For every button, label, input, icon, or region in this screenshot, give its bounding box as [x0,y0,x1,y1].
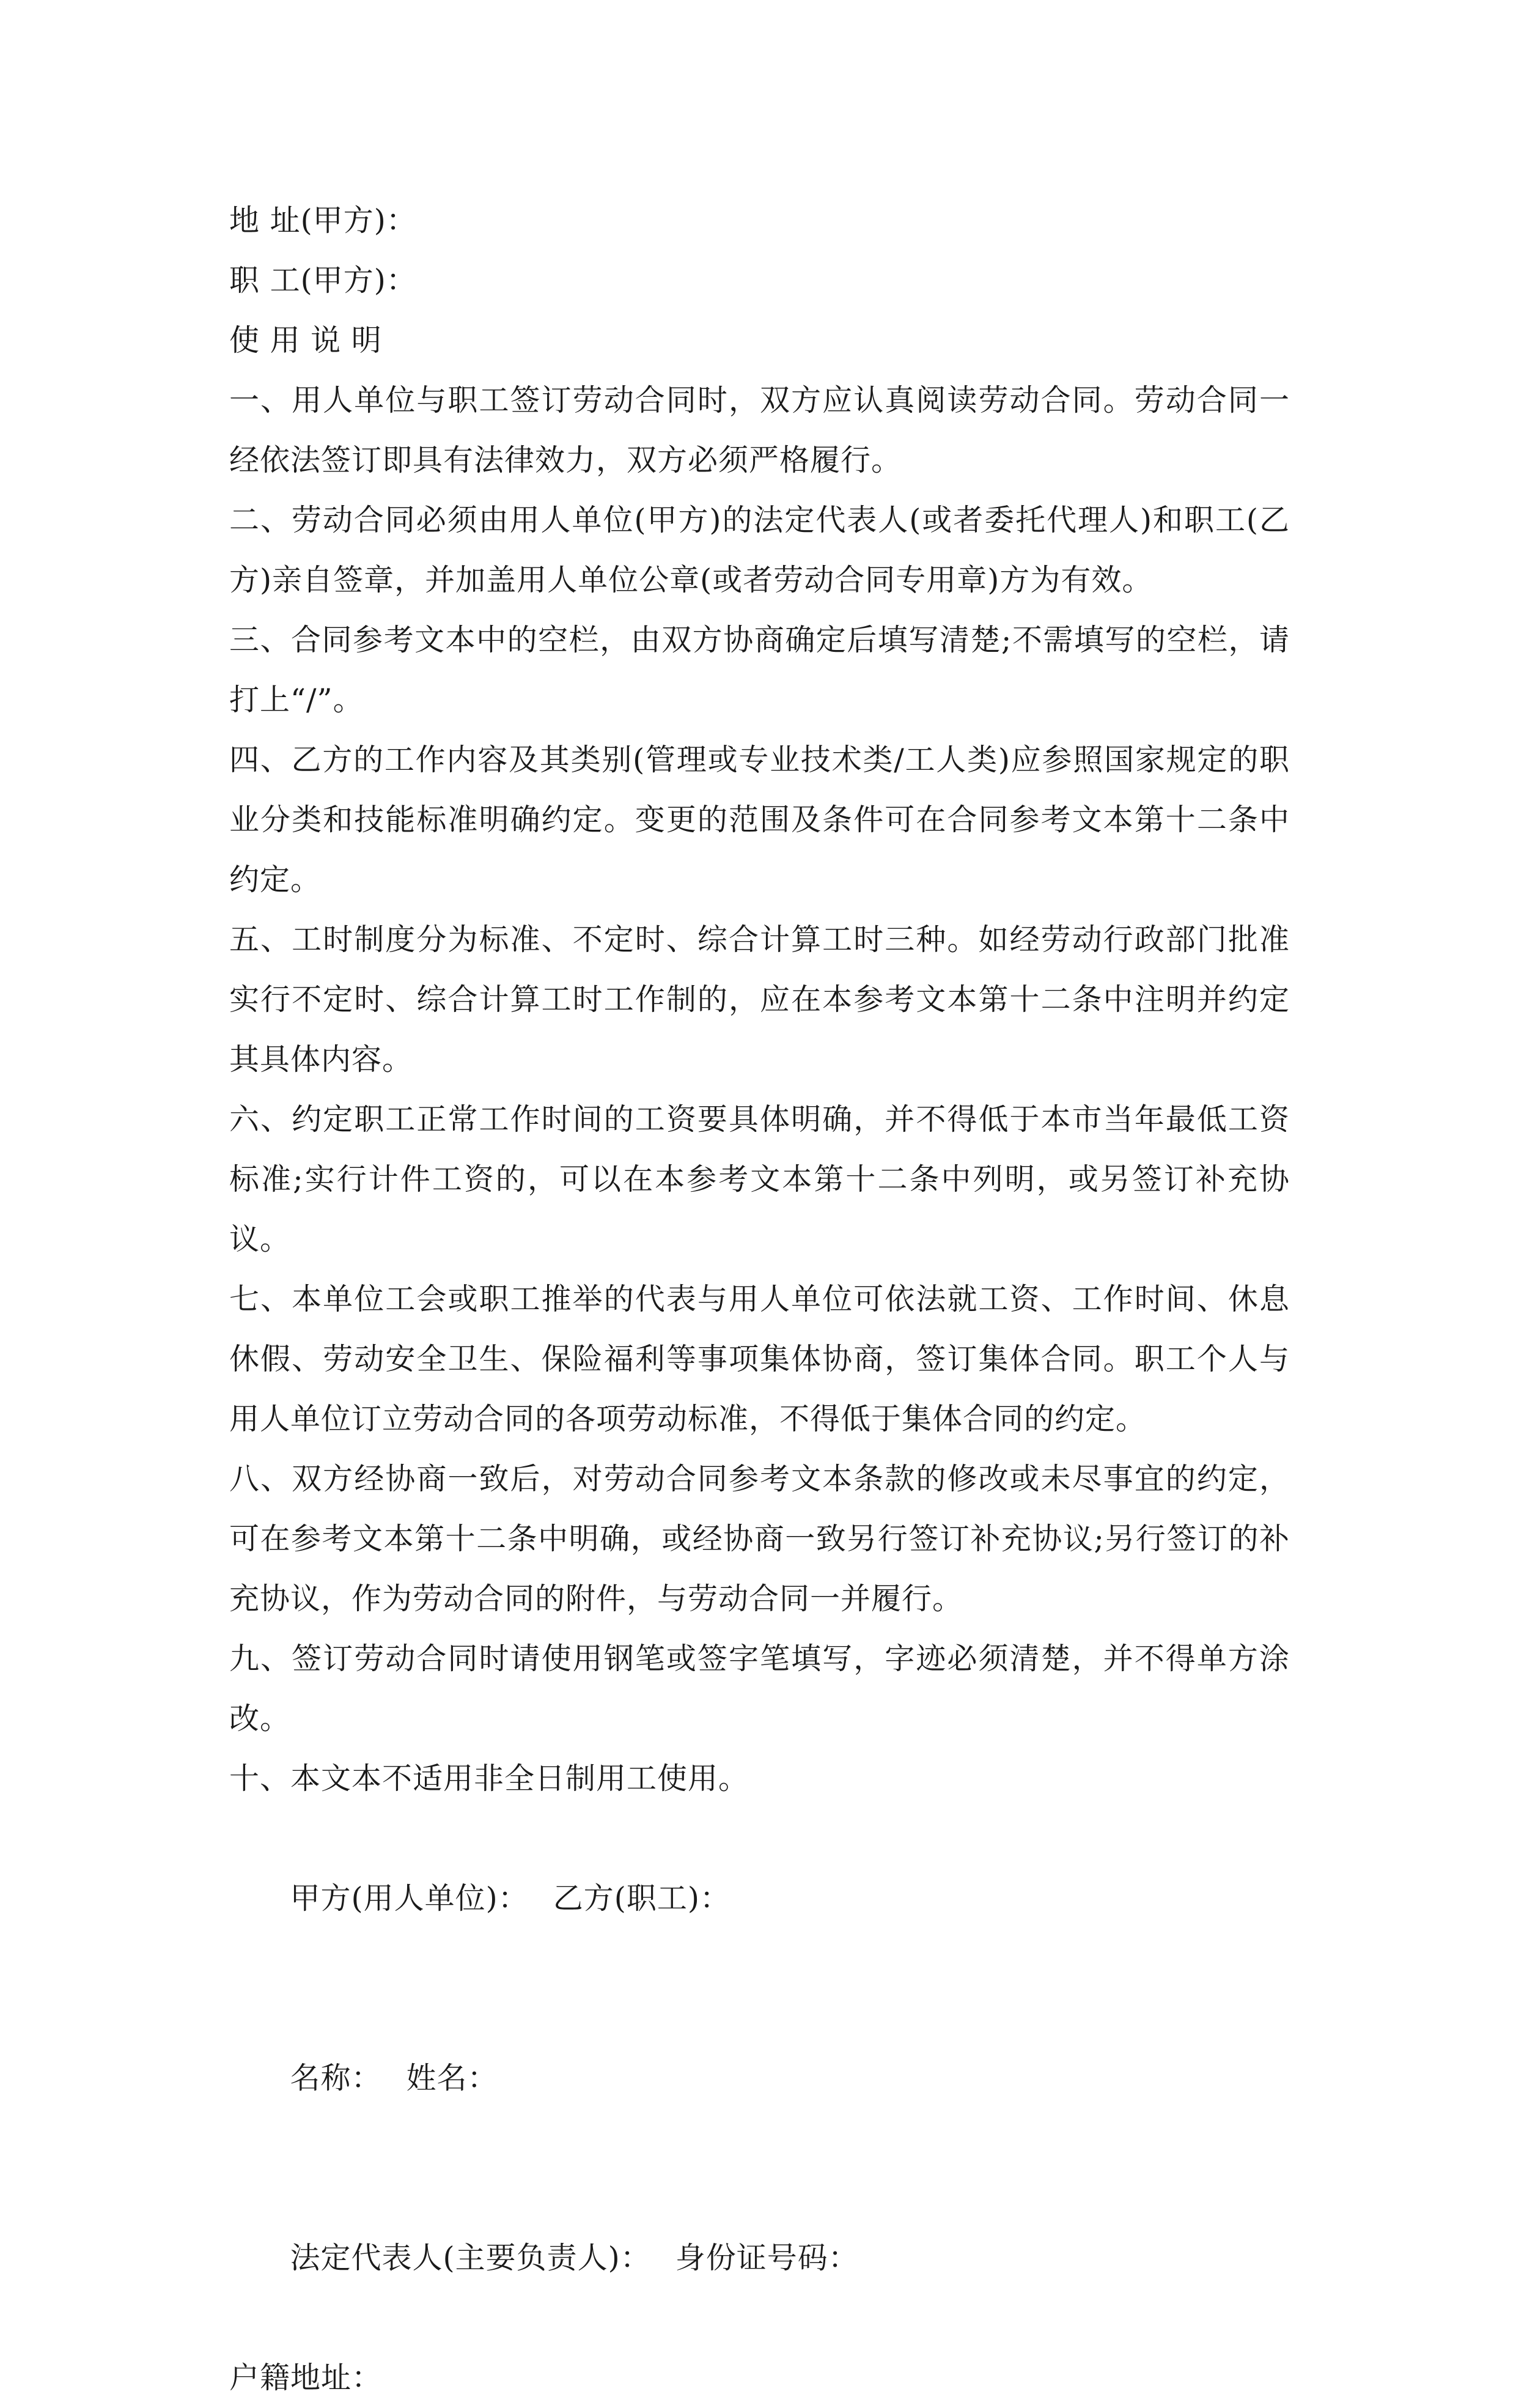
party-a-label: 甲方(用人单位)： [290,1881,529,1916]
document-body [229,191,1290,2408]
instruction-item: 九、签订劳动合同时请使用钢笔或签字笔填写，字迹必须清楚，并不得单方涂改。 [229,1641,1290,1736]
instructions-title: 使 用 说 明 [229,323,382,358]
instruction-item: 三、合同参考文本中的空栏，由双方协商确定后填写清楚;不需填写的空栏，请打上“/”。 [229,622,1290,717]
legal-rep-line [229,2168,1290,2348]
instruction-item: 十、本文本不适用非全日制用工使用。 [229,1761,749,1796]
legal-rep-label: 法定代表人(主要负责人)： [290,2240,651,2275]
party-line [229,1809,1290,1989]
instruction-item: 五、工时制度分为标准、不定时、综合计算工时三种。如经劳动行政部门批准实行不定时、综合计算工时工作制的，应在本参考文本第十二条中注明并约定其具体内容。 [229,922,1290,1077]
party-b-label: 乙方(职工)： [553,1881,730,1916]
company-name-label: 名称： [290,2061,382,2096]
instruction-item: 七、本单位工会或职工推举的代表与用人单位可依法就工资、工作时间、休息休假、劳动安全卫生、保险福利等事项集体协商，签订集体合同。职工个人与用人单位订立劳动合同的各项劳动标准，不得低于集体合同的约定。 [229,1282,1290,1436]
name-line [229,1989,1290,2168]
person-name-label: 姓名： [406,2061,498,2096]
instruction-item: 八、双方经协商一致后，对劳动合同参考文本条款的修改或未尽事宜的约定，可在参考文本第十二条中明确，或经协商一致另行签订补充协议;另行签订的补充协议，作为劳动合同的附件，与劳动合同一并履行。 [229,1461,1290,1616]
worker-field: 职 工(甲方)： [229,263,417,298]
id-number-label: 身份证号码： [675,2240,859,2275]
instruction-item: 六、约定职工正常工作时间的工资要具体明确，并不得低于本市当年最低工资标准;实行计件工资的，可以在本参考文本第十二条中列明，或另签订补充协议。 [229,1102,1290,1257]
instruction-item: 二、劳动合同必须由用人单位(甲方)的法定代表人(或者委托代理人)和职工(乙方)亲自签章，并加盖用人单位公章(或者劳动合同专用章)方为有效。 [229,503,1290,597]
instruction-item: 四、乙方的工作内容及其类别(管理或专业技术类/工人类)应参照国家规定的职业分类和技能标准明确约定。变更的范围及条件可在合同参考文本第十二条中约定。 [229,742,1290,897]
household-address-label: 户籍地址： [229,2360,383,2395]
address-field: 地 址(甲方)： [229,203,417,238]
instruction-item: 一、用人单位与职工签订劳动合同时，双方应认真阅读劳动合同。劳动合同一经依法签订即具有法律效力，双方必须严格履行。 [229,383,1290,478]
